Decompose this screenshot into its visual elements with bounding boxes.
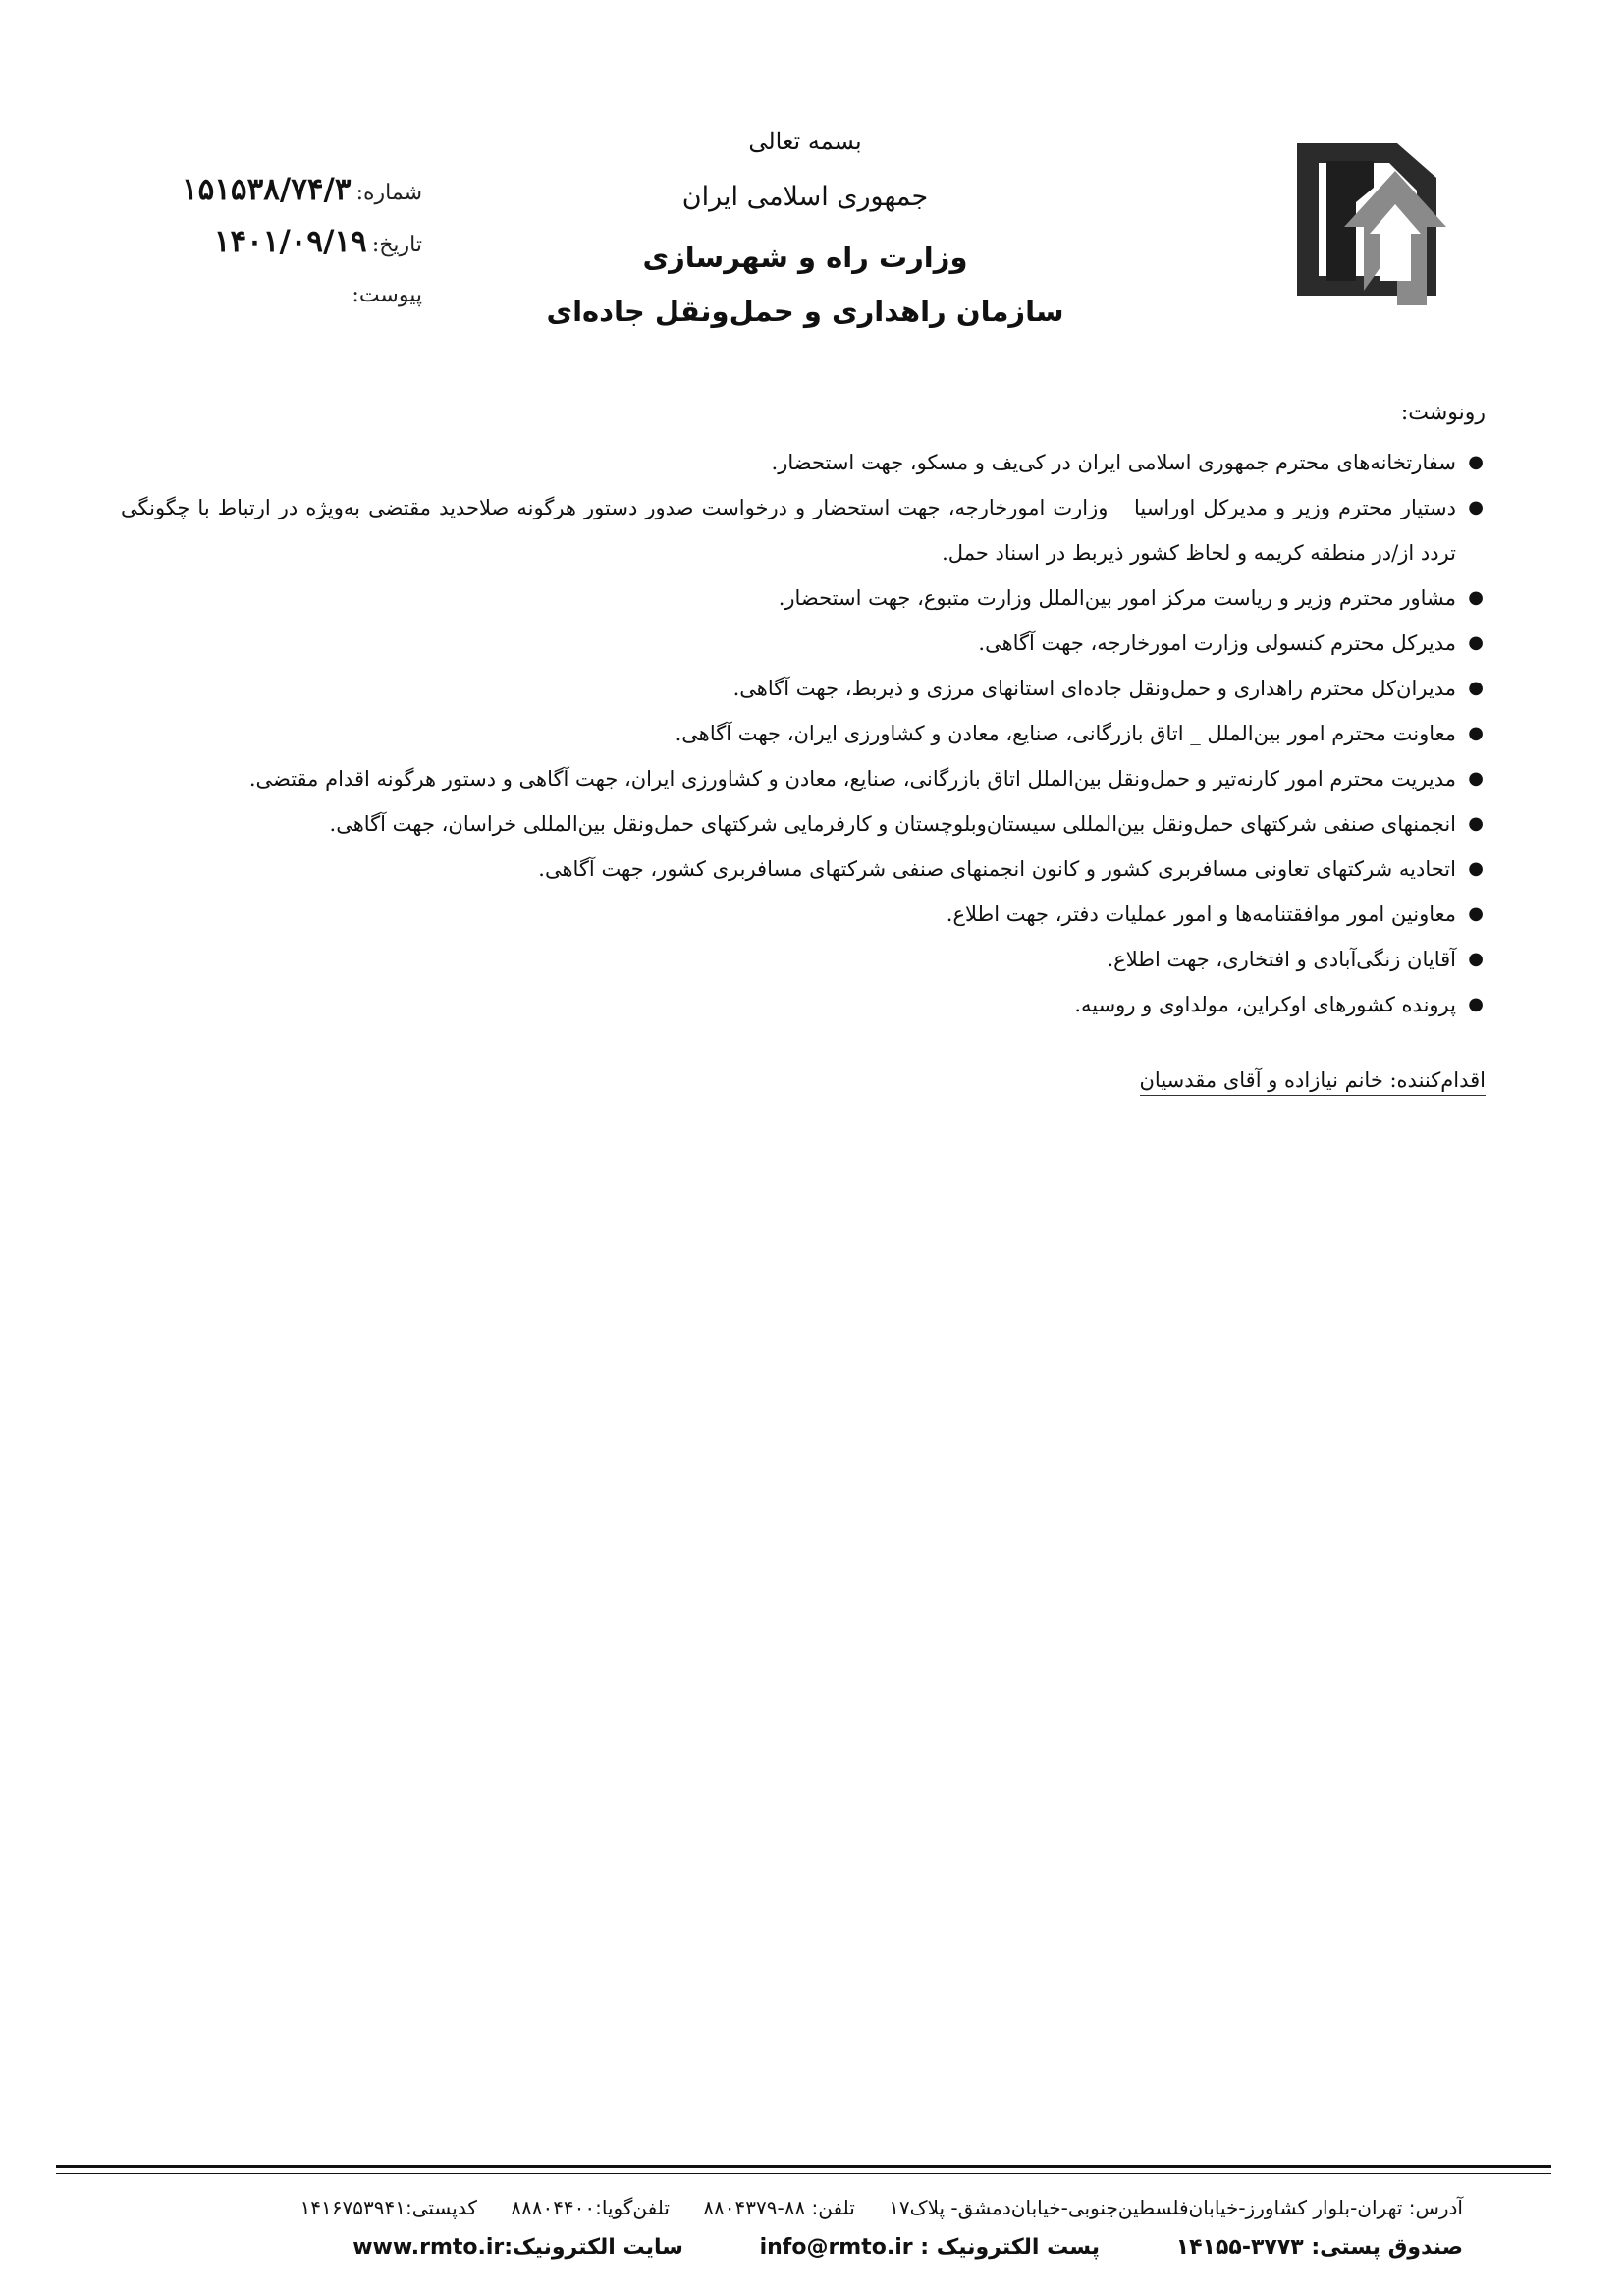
date-label: تاریخ: xyxy=(371,233,422,257)
bullet-icon: ● xyxy=(1468,813,1484,834)
bullet-icon: ● xyxy=(1468,497,1484,518)
cc-item xyxy=(121,892,1486,937)
cc-item-text: معاونین امور موافقتنامه‌ها و امور عملیات دفتر، جهت اطلاع. xyxy=(946,902,1456,926)
date-value: ۱۴۰۱/۰۹/۱۹ xyxy=(213,224,367,259)
cc-item-text: اتحادیه شرکتهای تعاونی مسافربری کشور و کانون انجمنهای صنفی شرکتهای مسافربری کشور، جهت آگاهی. xyxy=(538,857,1456,881)
footer-address: آدرس: تهران-بلوار کشاورز-خیابان‌فلسطین‌جنوبی-خیابان‌دمشق- پلاک۱۷ xyxy=(889,2196,1463,2219)
letter-attachment xyxy=(352,283,422,307)
bullet-icon: ● xyxy=(1468,858,1484,879)
cc-item-text: مدیریت محترم امور کارنه‌تیر و حمل‌ونقل بین‌الملل اتاق بازرگانی، صنایع، معادن و کشاورزی ایران، جهت آگاهی و دستور هرگونه اقدام مقتضی. xyxy=(248,767,1456,791)
cc-item xyxy=(121,621,1486,666)
bullet-icon: ● xyxy=(1468,723,1484,743)
cc-item xyxy=(121,711,1486,756)
cc-item xyxy=(121,982,1486,1027)
footer-po-box: صندوق پستی: ۳۷۷۳-۱۴۱۵۵ xyxy=(1175,2235,1463,2260)
letter-date xyxy=(214,224,422,259)
footer-divider-thin xyxy=(56,2173,1551,2174)
bullet-icon: ● xyxy=(1468,452,1484,472)
bismillah-text: بسمه تعالی xyxy=(748,128,862,155)
cc-item xyxy=(121,937,1486,982)
bullet-icon: ● xyxy=(1468,994,1484,1014)
cc-item-text: سفارتخانه‌های محترم جمهوری اسلامی ایران در کی‌یف و مسکو، جهت استحضار. xyxy=(771,451,1456,474)
country-name: جمهوری اسلامی ایران xyxy=(681,182,929,212)
bullet-icon: ● xyxy=(1468,587,1484,608)
cc-item-text: مشاور محترم وزیر و ریاست مرکز امور بین‌الملل وزارت متبوع، جهت استحضار. xyxy=(778,586,1456,610)
bullet-icon: ● xyxy=(1468,949,1484,969)
footer-contacts-line xyxy=(157,2235,1463,2260)
cc-item-text: مدیرکل محترم کنسولی وزارت امورخارجه، جهت آگاهی. xyxy=(978,631,1456,655)
footer-postal-code: کدپستی:۱۴۱۶۷۵۳۹۴۱ xyxy=(299,2196,477,2219)
action-officers: اقدام‌کننده: خانم نیازاده و آقای مقدسیان xyxy=(1140,1068,1487,1096)
cc-item xyxy=(121,440,1486,485)
footer-website[interactable]: سایت الکترونیک:www.rmto.ir xyxy=(352,2235,683,2260)
cc-item xyxy=(121,485,1486,575)
footer-divider xyxy=(56,2165,1551,2168)
ministry-name: وزارت راه و شهرسازی xyxy=(642,241,968,274)
footer-phone-speaking: تلفن‌گویا:۸۸۸۰۴۴۰۰ xyxy=(511,2196,670,2219)
cc-item-text: پرونده کشورهای اوکراین، مولداوی و روسیه. xyxy=(1074,993,1456,1016)
cc-item-text: معاونت محترم امور بین‌الملل _ اتاق بازرگانی، صنایع، معادن و کشاورزی ایران، جهت آگاهی. xyxy=(675,722,1456,745)
number-value: ۱۵۱۵۳۸/۷۴/۳ xyxy=(181,172,352,207)
bullet-icon: ● xyxy=(1468,903,1484,924)
cc-item-text: آقایان زنگی‌آبادی و افتخاری، جهت اطلاع. xyxy=(1107,948,1456,971)
bullet-icon: ● xyxy=(1468,768,1484,789)
bullet-icon: ● xyxy=(1468,632,1484,653)
cc-list xyxy=(121,440,1486,1027)
cc-item-text: انجمنهای صنفی شرکتهای حمل‌ونقل بین‌المللی سیستان‌وبلوچستان و کارفرمایی شرکتهای حمل‌ونقل بین‌المللی خراسان، جهت آگاهی. xyxy=(329,812,1456,836)
cc-item-text: دستیار محترم وزیر و مدیرکل اوراسیا _ وزارت امورخارجه، جهت استحضار و درخواست صدور دستور هرگونه صلاحدید مقتضی به‌ویژه در ارتباط با چگونگی تردد از/در منطقه کریمه و لحاظ کشور ذیربط در اسناد حمل. xyxy=(121,496,1456,565)
footer-address-line xyxy=(157,2196,1463,2219)
number-label: شماره: xyxy=(355,181,422,205)
rmto-logo-icon xyxy=(1279,134,1476,315)
letter-number xyxy=(182,172,422,207)
bullet-icon: ● xyxy=(1468,678,1484,698)
cc-item xyxy=(121,847,1486,892)
cc-item xyxy=(121,756,1486,801)
footer-phone: تلفن: ۸۸-۸۸۰۴۳۷۹ xyxy=(703,2196,855,2219)
cc-item xyxy=(121,575,1486,621)
cc-item-text: مدیران‌کل محترم راهداری و حمل‌ونقل جاده‌ای استانهای مرزی و ذیربط، جهت آگاهی. xyxy=(732,677,1456,700)
cc-item xyxy=(121,801,1486,847)
organization-name: سازمان راهداری و حمل‌ونقل جاده‌ای xyxy=(546,295,1064,328)
footer-email[interactable]: پست الکترونیک : info@rmto.ir xyxy=(759,2235,1101,2260)
cc-title: رونوشت: xyxy=(1400,401,1486,425)
cc-item xyxy=(121,666,1486,711)
attachment-label: پیوست: xyxy=(352,283,422,307)
